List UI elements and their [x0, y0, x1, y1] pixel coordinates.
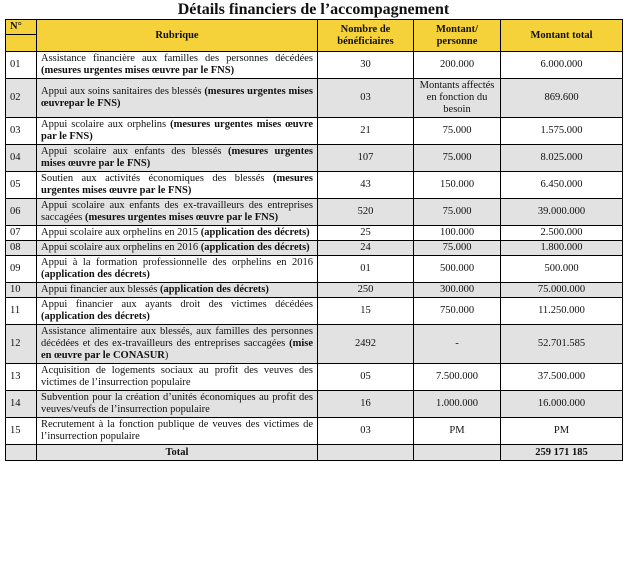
table-body	[6, 52, 623, 445]
rubrique-text: Soutien aux activités économiques des blessés	[41, 173, 273, 184]
row-rubrique	[37, 256, 318, 283]
row-number: 06	[6, 199, 37, 226]
row-montant-total: 39.000.000	[501, 199, 623, 226]
row-montant-total: 869.600	[501, 79, 623, 118]
table-row	[6, 418, 623, 445]
row-montant-personne: 100.000	[414, 226, 501, 241]
rubrique-text: Acquisition de logements sociaux au profit des veuves des victimes de l’insurrection populaire	[41, 365, 313, 388]
rubrique-text: Assistance alimentaire aux blessés, aux familles des personnes décédées et des ex-travailleurs des entreprises saccagées	[41, 326, 313, 349]
row-rubrique	[37, 418, 318, 445]
row-number: 05	[6, 172, 37, 199]
row-montant-personne: Montants affectés en fonction du besoin	[414, 79, 501, 118]
row-montant-personne: 7.500.000	[414, 364, 501, 391]
row-beneficiaires: 16	[318, 391, 414, 418]
row-montant-total: 1.800.000	[501, 241, 623, 256]
header-montant-total: Montant total	[501, 20, 623, 52]
financial-table	[5, 19, 623, 461]
rubrique-mode: (mesures urgentes mises œuvre par le FNS)	[41, 119, 314, 142]
row-beneficiaires: 520	[318, 199, 414, 226]
header-no: N°	[6, 20, 37, 35]
table-row	[6, 241, 623, 256]
header-no-blank	[6, 35, 37, 52]
rubrique-text: Appui financier aux blessés	[41, 284, 160, 295]
row-montant-total: 500.000	[501, 256, 623, 283]
row-montant-personne: 1.000.000	[414, 391, 501, 418]
rubrique-text: Appui scolaire aux enfants des ex-travailleurs des entreprises saccagées	[41, 200, 313, 223]
row-montant-personne: 750.000	[414, 298, 501, 325]
table-row	[6, 298, 623, 325]
rubrique-mode: (application des décrets)	[41, 269, 150, 280]
row-rubrique	[37, 199, 318, 226]
row-number: 01	[6, 52, 37, 79]
rubrique-mode: (mesures urgentes mises œuvre par le FNS)	[41, 146, 313, 169]
row-beneficiaires: 03	[318, 79, 414, 118]
table-row	[6, 226, 623, 241]
row-rubrique	[37, 52, 318, 79]
row-number: 10	[6, 283, 37, 298]
rubrique-mode: (mesures urgentes mises œuvre par le FNS)	[41, 65, 235, 76]
row-rubrique	[37, 283, 318, 298]
table-row	[6, 283, 623, 298]
row-montant-personne: 75.000	[414, 199, 501, 226]
rubrique-mode: (application des décrets)	[200, 227, 310, 238]
table-row	[6, 172, 623, 199]
row-number: 07	[6, 226, 37, 241]
row-montant-personne: 75.000	[414, 145, 501, 172]
rubrique-text: Appui scolaire aux enfants des blessés	[41, 146, 228, 157]
rubrique-mode: (mesures urgentes mises œuvre par le FNS)	[85, 212, 279, 223]
rubrique-mode: (mise en œuvre par le CONASUR	[41, 338, 313, 361]
row-number: 02	[6, 79, 37, 118]
row-rubrique	[37, 298, 318, 325]
row-montant-total: 1.575.000	[501, 118, 623, 145]
row-beneficiaires: 03	[318, 418, 414, 445]
rubrique-text: Appui aux soins sanitaires des blessés	[41, 86, 205, 97]
row-number: 08	[6, 241, 37, 256]
row-rubrique	[37, 226, 318, 241]
total-value: 259 171 185	[501, 445, 623, 461]
table-row	[6, 79, 623, 118]
row-beneficiaires: 24	[318, 241, 414, 256]
row-beneficiaires: 2492	[318, 325, 414, 364]
row-rubrique	[37, 325, 318, 364]
row-montant-personne: 500.000	[414, 256, 501, 283]
row-montant-total: 37.500.000	[501, 364, 623, 391]
row-montant-personne: 75.000	[414, 118, 501, 145]
table-row	[6, 364, 623, 391]
row-beneficiaires: 30	[318, 52, 414, 79]
row-number: 03	[6, 118, 37, 145]
header-rubrique: Rubrique	[37, 20, 318, 52]
row-beneficiaires: 43	[318, 172, 414, 199]
rubrique-mode: (application des décrets)	[200, 242, 310, 253]
rubrique-mode: (application des décrets)	[41, 311, 150, 322]
total-blank	[6, 445, 37, 461]
row-beneficiaires: 107	[318, 145, 414, 172]
total-label: Total	[37, 445, 318, 461]
rubrique-tail: )	[164, 350, 169, 361]
table-row	[6, 256, 623, 283]
row-rubrique	[37, 241, 318, 256]
row-number: 13	[6, 364, 37, 391]
header-montant-personne: Montant/ personne	[414, 20, 501, 52]
row-montant-total: 6.450.000	[501, 172, 623, 199]
table-header	[6, 20, 623, 52]
table-row	[6, 52, 623, 79]
row-montant-total: 6.000.000	[501, 52, 623, 79]
row-beneficiaires: 01	[318, 256, 414, 283]
rubrique-text: Appui à la formation professionnelle des orphelins en 2016	[41, 257, 313, 268]
table-row	[6, 391, 623, 418]
rubrique-text: Assistance financière aux familles des personnes décédées	[41, 53, 313, 64]
row-rubrique	[37, 145, 318, 172]
header-beneficiaires: Nombre de bénéficiaires	[318, 20, 414, 52]
row-montant-personne: -	[414, 325, 501, 364]
row-number: 04	[6, 145, 37, 172]
row-rubrique	[37, 118, 318, 145]
table-row	[6, 325, 623, 364]
row-beneficiaires: 250	[318, 283, 414, 298]
row-montant-total: 16.000.000	[501, 391, 623, 418]
rubrique-text: Appui scolaire aux orphelins	[41, 119, 171, 130]
row-montant-total: 8.025.000	[501, 145, 623, 172]
row-number: 11	[6, 298, 37, 325]
page-title: Détails financiers de l’accompagnement	[177, 1, 450, 18]
row-number: 14	[6, 391, 37, 418]
total-blank	[414, 445, 501, 461]
row-montant-personne: 200.000	[414, 52, 501, 79]
row-beneficiaires: 15	[318, 298, 414, 325]
row-rubrique	[37, 364, 318, 391]
rubrique-text: Appui scolaire aux orphelins en 2015	[41, 227, 201, 238]
row-montant-personne: 150.000	[414, 172, 501, 199]
row-montant-personne: 75.000	[414, 241, 501, 256]
table-row	[6, 145, 623, 172]
table-row	[6, 199, 623, 226]
row-beneficiaires: 25	[318, 226, 414, 241]
total-blank	[318, 445, 414, 461]
rubrique-text: Appui scolaire aux orphelins en 2016	[41, 242, 201, 253]
rubrique-text: Recrutement à la fonction publique de veuves des victimes de l’insurrection populaire	[41, 419, 313, 442]
row-rubrique	[37, 391, 318, 418]
row-montant-total: PM	[501, 418, 623, 445]
row-rubrique	[37, 79, 318, 118]
rubrique-text: Appui financier aux ayants droit des victimes décédées	[41, 299, 313, 310]
row-montant-total: 2.500.000	[501, 226, 623, 241]
row-number: 15	[6, 418, 37, 445]
row-montant-total: 75.000.000	[501, 283, 623, 298]
row-beneficiaires: 05	[318, 364, 414, 391]
total-row	[6, 445, 623, 461]
row-beneficiaires: 21	[318, 118, 414, 145]
rubrique-mode: (mesures urgentes mises œuvre par le FNS)	[41, 173, 313, 196]
row-number: 12	[6, 325, 37, 364]
row-rubrique	[37, 172, 318, 199]
row-number: 09	[6, 256, 37, 283]
row-montant-personne: PM	[414, 418, 501, 445]
rubrique-mode: (mesures urgentes mises œuvrepar le FNS)	[41, 86, 313, 109]
row-montant-total: 11.250.000	[501, 298, 623, 325]
table-row	[6, 118, 623, 145]
rubrique-mode: (application des décrets)	[159, 284, 269, 295]
row-montant-personne: 300.000	[414, 283, 501, 298]
row-montant-total: 52.701.585	[501, 325, 623, 364]
rubrique-text: Subvention pour la création d’unités économiques au profit des veuves/veufs de l’insurrection populaire	[41, 392, 313, 415]
